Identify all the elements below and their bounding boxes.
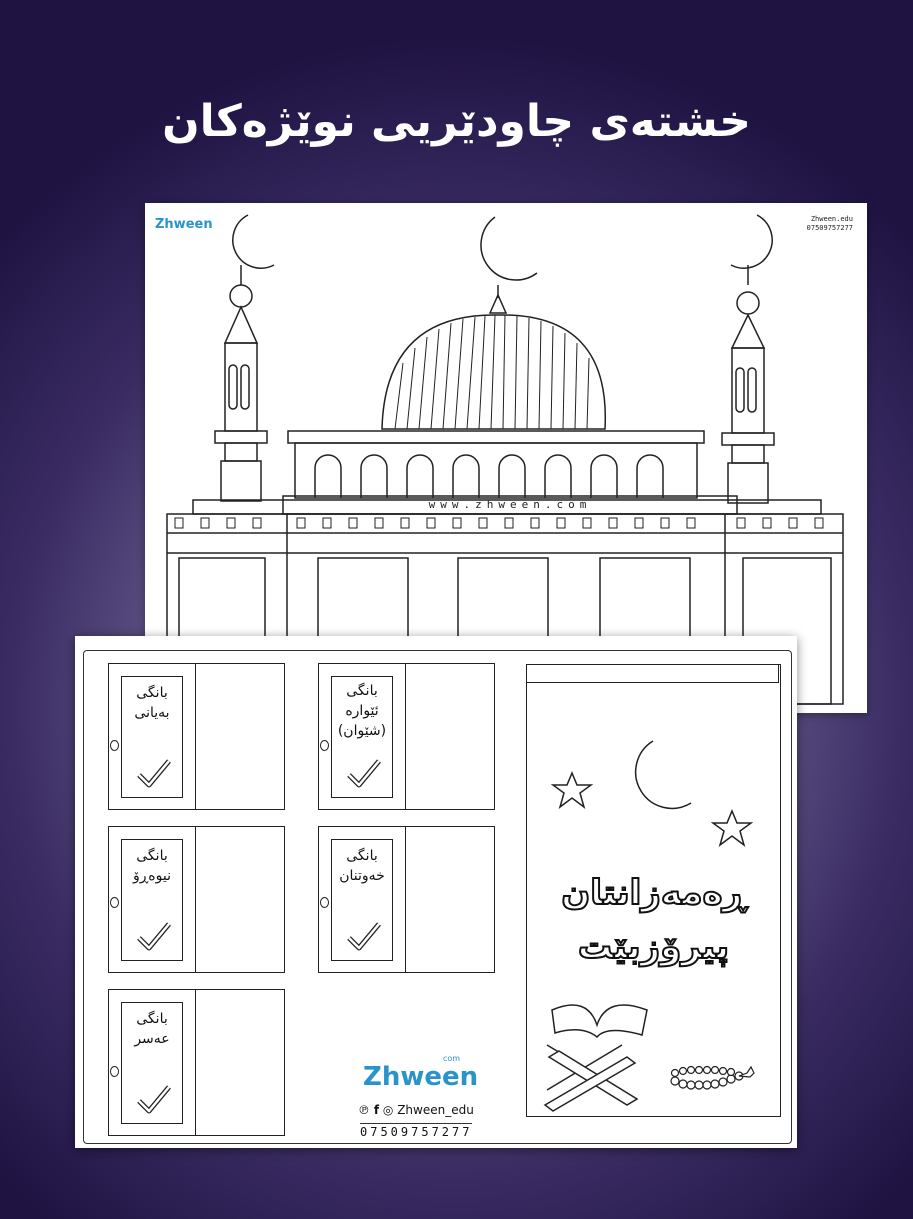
instagram-icon: ◎ (382, 1103, 394, 1117)
facebook-icon: f (373, 1103, 380, 1117)
social-handle: Zhween.edu 07509757277 (806, 215, 853, 232)
page-title: خشتەی چاودێریی نوێژەکان (162, 96, 751, 147)
pinterest-icon: ℗ (358, 1103, 370, 1117)
door-knob (320, 740, 329, 751)
prayer-tracker-sheet (75, 636, 797, 1148)
door-fajr-label: بانگی بەیانی (121, 676, 183, 798)
check-icon (346, 757, 382, 789)
door-knob (110, 1066, 119, 1077)
quran-stand-icon (545, 1005, 647, 1111)
door-maghrib-panel (405, 663, 495, 810)
ramadan-poster (526, 664, 781, 1117)
check-icon (346, 920, 382, 952)
prayer-beads-icon (671, 1067, 754, 1090)
check-icon (136, 1083, 172, 1115)
brand-logo: Zhween (155, 217, 213, 232)
greeting-line-2: پیرۆزبێت (577, 927, 730, 967)
door-maghrib-label: بانگی ئێوارە (شێوان) (331, 676, 393, 798)
door-asr-label: بانگی عەسر (121, 1002, 183, 1124)
door-fajr[interactable] (108, 663, 196, 810)
check-icon (136, 757, 172, 789)
crescent-moon-icon (636, 741, 691, 808)
star-icon (553, 773, 591, 807)
website-url: www.zhween.com (428, 498, 592, 511)
door-isha-panel (405, 826, 495, 973)
star-icon (713, 811, 751, 845)
door-dhuhr[interactable] (108, 826, 196, 973)
phone-number: 07509757277 (360, 1125, 473, 1139)
door-knob (320, 897, 329, 908)
door-knob (110, 740, 119, 751)
door-dhuhr-panel (195, 826, 285, 973)
door-isha-label: بانگی خەوتنان (331, 839, 393, 961)
check-icon (136, 920, 172, 952)
door-asr[interactable] (108, 989, 196, 1136)
door-maghrib[interactable] (318, 663, 406, 810)
door-knob (110, 897, 119, 908)
door-fajr-panel (195, 663, 285, 810)
door-asr-panel (195, 989, 285, 1136)
door-dhuhr-label: بانگی نیوەڕۆ (121, 839, 183, 961)
brand-logo: Zhween com (363, 1054, 479, 1092)
greeting-line-1: ڕەمەزانتان (561, 873, 746, 913)
door-isha[interactable] (318, 826, 406, 973)
social-handle: ℗ f ◎ Zhween_edu (358, 1103, 474, 1117)
